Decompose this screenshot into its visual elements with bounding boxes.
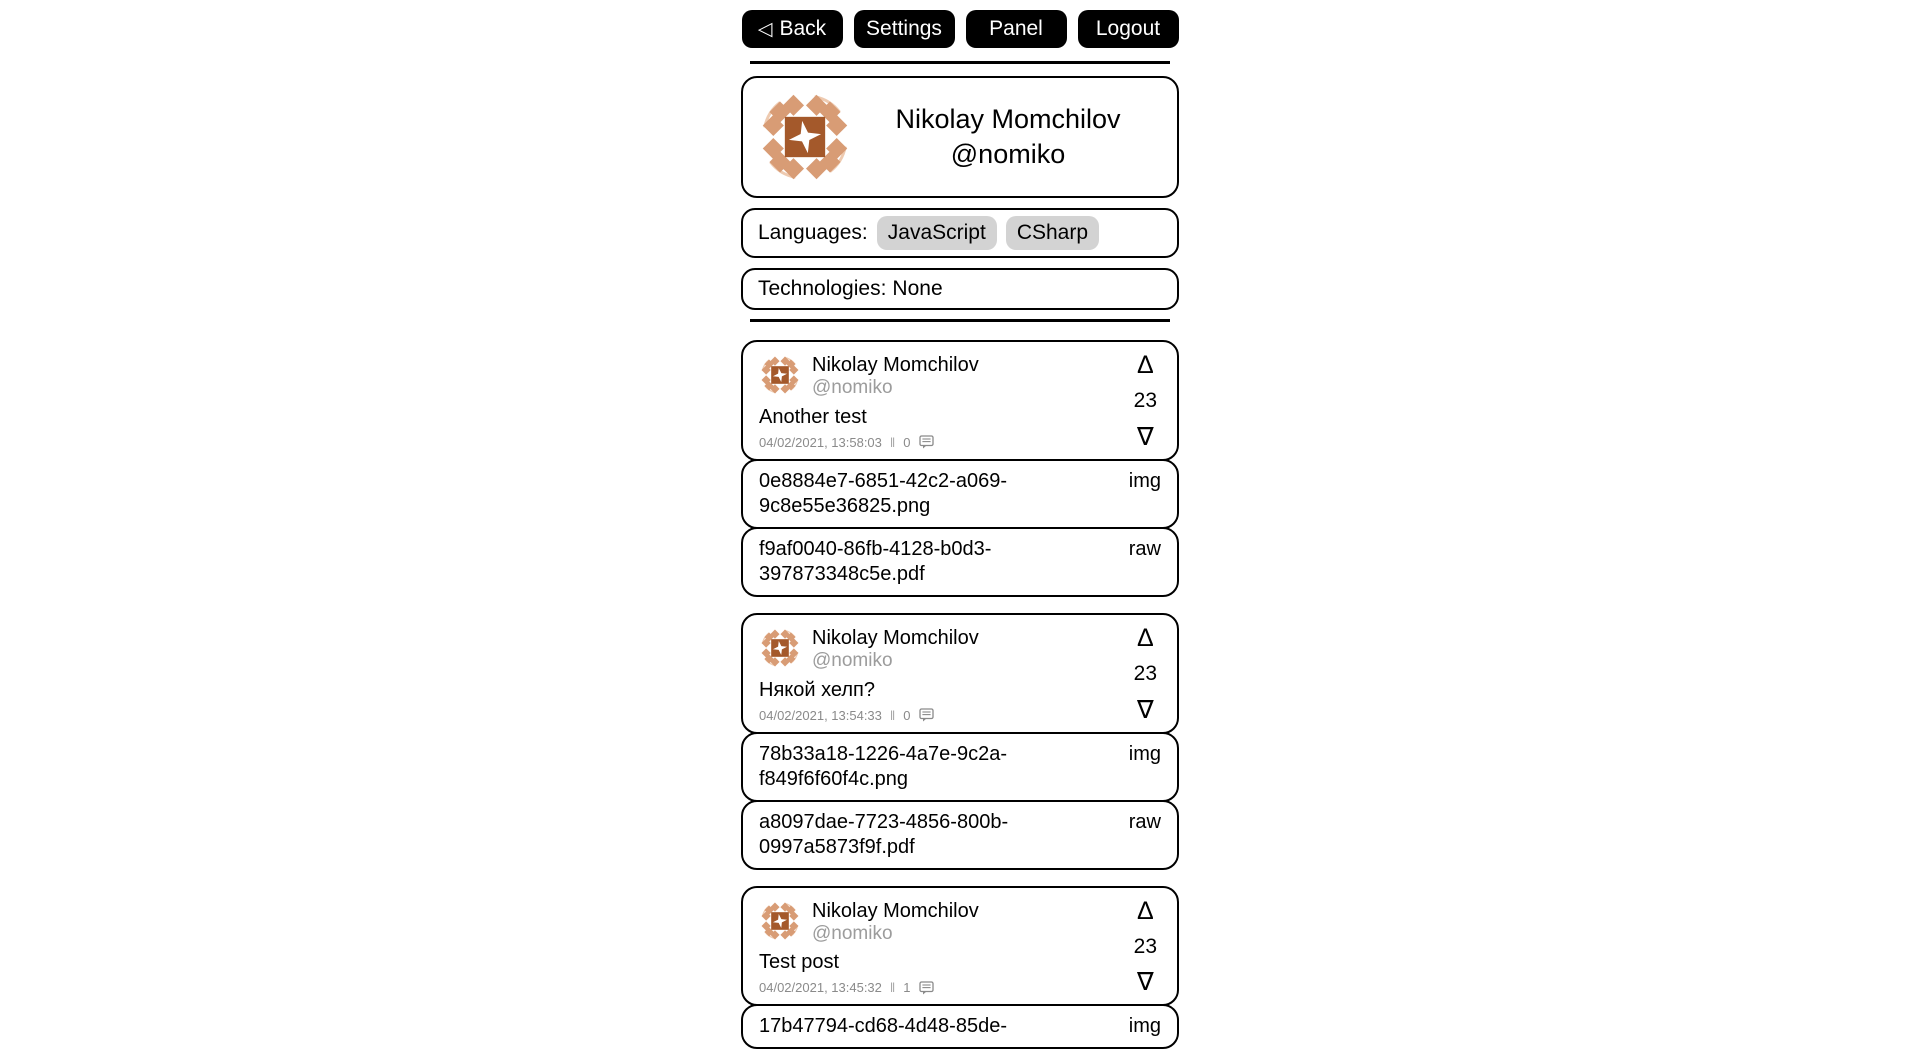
meta-separator-icon: ‖ bbox=[889, 434, 896, 450]
post-title: Някой хелп? bbox=[759, 678, 875, 701]
attachment-row[interactable] bbox=[741, 732, 1179, 802]
post-meta bbox=[759, 708, 1161, 723]
panel-button-label: Panel bbox=[989, 17, 1043, 40]
attachment-row[interactable] bbox=[741, 527, 1179, 597]
post-card[interactable] bbox=[741, 340, 1179, 461]
post-card[interactable] bbox=[741, 613, 1179, 734]
attachment-filename: a8097dae-7723-4856-800b-0997a5873f9f.pdf bbox=[759, 810, 1009, 858]
vote-column bbox=[1134, 353, 1157, 450]
post-card[interactable] bbox=[741, 886, 1179, 1007]
post-meta bbox=[759, 435, 1161, 450]
attachment-filename: f9af0040-86fb-4128-b0d3-397873348c5e.pdf bbox=[759, 537, 992, 585]
vote-column bbox=[1133, 623, 1157, 724]
comment-bubble-icon bbox=[919, 708, 934, 722]
post-author-block bbox=[812, 627, 979, 673]
post-meta bbox=[759, 980, 1161, 995]
comment-bubble-icon bbox=[919, 435, 934, 449]
post-author-name: Nikolay Momchilov bbox=[812, 626, 979, 649]
settings-button-label: Settings bbox=[866, 17, 942, 40]
vote-column bbox=[1133, 896, 1157, 997]
post-comment-count: 0 bbox=[903, 434, 911, 450]
post-title: Test post bbox=[759, 951, 840, 974]
post-comment-count: 1 bbox=[903, 980, 911, 996]
post-header bbox=[759, 896, 1161, 946]
attachment-type: img bbox=[1128, 1015, 1161, 1038]
post-comment-count: 0 bbox=[903, 707, 911, 723]
profile-names bbox=[853, 102, 1163, 172]
attachment-type: img bbox=[1128, 469, 1161, 492]
vote-count: 23 bbox=[1133, 662, 1157, 686]
attachment-filename: 78b33a18-1226-4a7e-9c2a-f849f6f60f4c.png bbox=[759, 742, 1007, 790]
logout-button-label: Logout bbox=[1095, 17, 1161, 40]
attachment-type: img bbox=[1128, 742, 1161, 765]
post-author-avatar bbox=[759, 900, 801, 942]
upvote-button[interactable]: Δ bbox=[1136, 351, 1154, 379]
back-button[interactable] bbox=[742, 10, 843, 48]
profile-name: Nikolay Momchilov bbox=[895, 103, 1121, 134]
attachment-type: raw bbox=[1128, 537, 1161, 560]
downvote-button[interactable]: ∇ bbox=[1136, 695, 1154, 724]
post-author-handle: @nomiko bbox=[812, 649, 893, 671]
attachment-filename: 0e8884e7-6851-42c2-a069-9c8e55e36825.png bbox=[759, 469, 1007, 517]
upvote-button[interactable]: Δ bbox=[1136, 896, 1154, 925]
top-divider bbox=[750, 61, 1170, 64]
main-column bbox=[741, 0, 1179, 1049]
technologies-card bbox=[741, 268, 1179, 310]
attachment-row[interactable] bbox=[741, 459, 1179, 529]
technologies-value: None bbox=[892, 277, 943, 300]
post-author-name: Nikolay Momchilov bbox=[812, 899, 979, 922]
attachment-filename: 17b47794-cd68-4d48-85de- bbox=[759, 1015, 1007, 1038]
comment-bubble-icon bbox=[919, 981, 934, 995]
post-header bbox=[759, 623, 1161, 673]
post-author-name: Nikolay Momchilov bbox=[812, 354, 979, 376]
post-title: Another test bbox=[759, 405, 867, 428]
posts-divider bbox=[750, 319, 1170, 322]
vote-count: 23 bbox=[1133, 389, 1157, 413]
profile-handle: @nomiko bbox=[950, 139, 1066, 169]
post-author-block bbox=[812, 900, 979, 946]
post-group bbox=[741, 340, 1179, 597]
meta-separator-icon: ‖ bbox=[889, 980, 896, 996]
language-badge-javascript: JavaScript bbox=[877, 216, 997, 250]
post-timestamp: 04/02/2021, 13:54:33 bbox=[759, 707, 882, 723]
profile-card bbox=[741, 76, 1179, 198]
technologies-label: Technologies: bbox=[758, 277, 887, 300]
post-group bbox=[741, 886, 1179, 1049]
post-author-avatar bbox=[759, 354, 801, 396]
downvote-button[interactable]: ∇ bbox=[1136, 422, 1154, 451]
attachment-row[interactable] bbox=[741, 800, 1179, 870]
post-author-handle: @nomiko bbox=[812, 377, 893, 398]
post-author-block bbox=[812, 354, 979, 400]
language-badge-csharp: CSharp bbox=[1006, 216, 1099, 250]
post-timestamp: 04/02/2021, 13:58:03 bbox=[759, 434, 882, 450]
profile-avatar bbox=[757, 89, 853, 185]
languages-label: Languages: bbox=[758, 221, 868, 244]
toolbar bbox=[741, 10, 1179, 48]
attachment-type: raw bbox=[1128, 810, 1161, 833]
logout-button[interactable] bbox=[1078, 10, 1179, 48]
post-header bbox=[759, 351, 1161, 400]
languages-card bbox=[741, 208, 1179, 258]
back-triangle-icon: ◁ bbox=[757, 18, 773, 40]
meta-separator-icon: ‖ bbox=[889, 707, 896, 723]
post-author-avatar bbox=[759, 627, 801, 669]
post-timestamp: 04/02/2021, 13:45:32 bbox=[759, 980, 882, 996]
post-author-handle: @nomiko bbox=[812, 922, 893, 944]
panel-button[interactable] bbox=[966, 10, 1067, 48]
post-group bbox=[741, 613, 1179, 870]
settings-button[interactable] bbox=[854, 10, 955, 48]
upvote-button[interactable]: Δ bbox=[1136, 623, 1154, 652]
downvote-button[interactable]: ∇ bbox=[1136, 968, 1154, 997]
attachment-row[interactable] bbox=[741, 1004, 1179, 1049]
vote-count: 23 bbox=[1133, 934, 1157, 958]
back-button-label: Back bbox=[779, 17, 827, 40]
